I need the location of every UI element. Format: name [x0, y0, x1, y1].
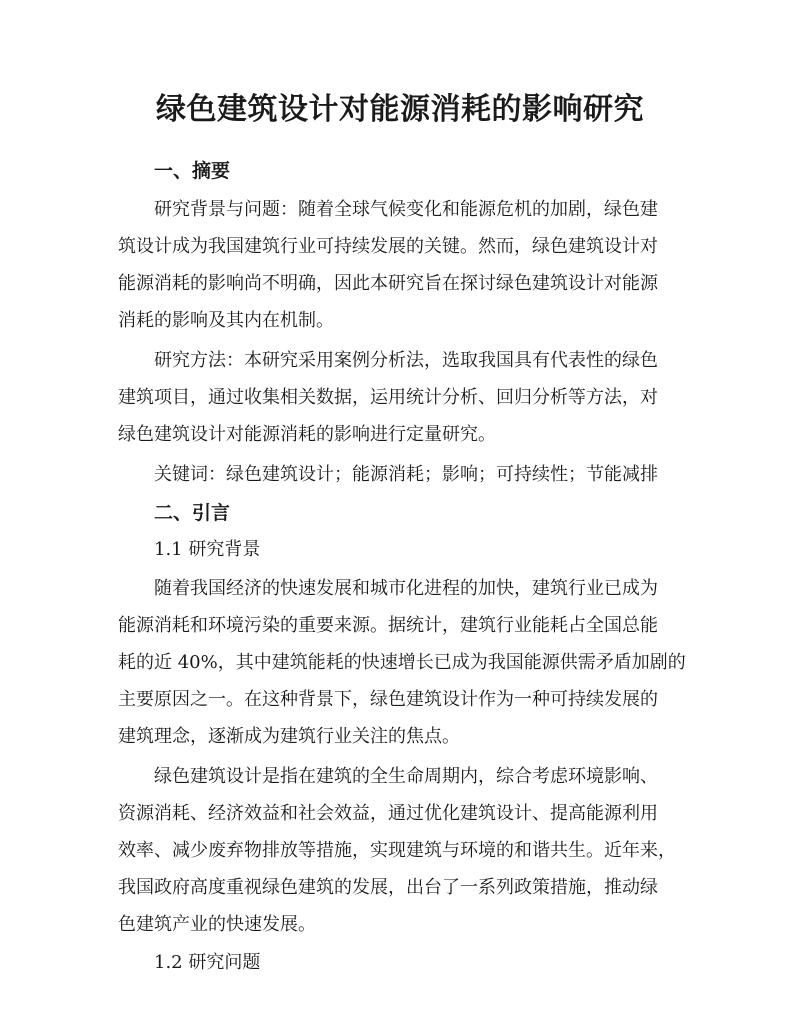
text-line: 建筑项目，通过收集相关数据，运用统计分析、回归分析等方法，对 [118, 387, 658, 408]
text-line: 绿色建筑设计是指在建筑的全生命周期内，综合考虑环境影响、 [154, 766, 658, 787]
text-line: 主要原因之一。在这种背景下，绿色建筑设计作为一种可持续发展的 [118, 689, 658, 710]
text-line: 能源消耗和环境污染的重要来源。据统计，建筑行业能耗占全国总能 [118, 615, 658, 636]
intro-paragraph-2 [118, 758, 682, 943]
subsection-heading-research-background: 1.1 研究背景 [154, 539, 261, 560]
text-line: 消耗的影响及其内在机制。 [118, 310, 334, 331]
text-line: 随着我国经济的快速发展和城市化进程的加快，建筑行业已成为 [154, 578, 658, 599]
text-line: 研究方法：本研究采用案例分析法，选取我国具有代表性的绿色 [154, 350, 658, 371]
text-line: 筑设计成为我国建筑行业可持续发展的关键。然而，绿色建筑设计对 [118, 236, 658, 257]
keywords-line [118, 456, 682, 493]
abstract-heading: 一、摘要 [154, 160, 231, 182]
text-line: 效率、减少废弃物排放等措施，实现建筑与环境的和谐共生。近年来， [118, 840, 676, 861]
text-line: 绿色建筑设计对能源消耗的影响进行定量研究。 [118, 424, 496, 445]
abstract-method-paragraph [118, 342, 682, 453]
intro-paragraph-1 [118, 570, 686, 755]
text-line: 我国政府高度重视绿色建筑的发展，出台了一系列政策措施，推动绿 [118, 877, 658, 898]
keywords-text: 关键词：绿色建筑设计；能源消耗；影响；可持续性；节能减排 [154, 464, 658, 485]
text-line: 建筑理念，逐渐成为建筑行业关注的焦点。 [118, 726, 460, 747]
text-line: 研究背景与问题：随着全球气候变化和能源危机的加剧，绿色建 [154, 199, 658, 220]
subsection-heading-research-questions: 1.2 研究问题 [154, 952, 261, 973]
text-line: 能源消耗的影响尚不明确，因此本研究旨在探讨绿色建筑设计对能源 [118, 273, 658, 294]
introduction-heading: 二、引言 [154, 502, 231, 524]
document-title: 绿色建筑设计对能源消耗的影响研究 [156, 92, 644, 127]
text-line: 资源消耗、经济效益和社会效益，通过优化建筑设计、提高能源利用 [118, 803, 658, 824]
abstract-background-paragraph [118, 191, 682, 339]
text-line: 耗的近 40%，其中建筑能耗的快速增长已成为我国能源供需矛盾加剧的 [118, 652, 686, 673]
text-line: 色建筑产业的快速发展。 [118, 914, 316, 935]
